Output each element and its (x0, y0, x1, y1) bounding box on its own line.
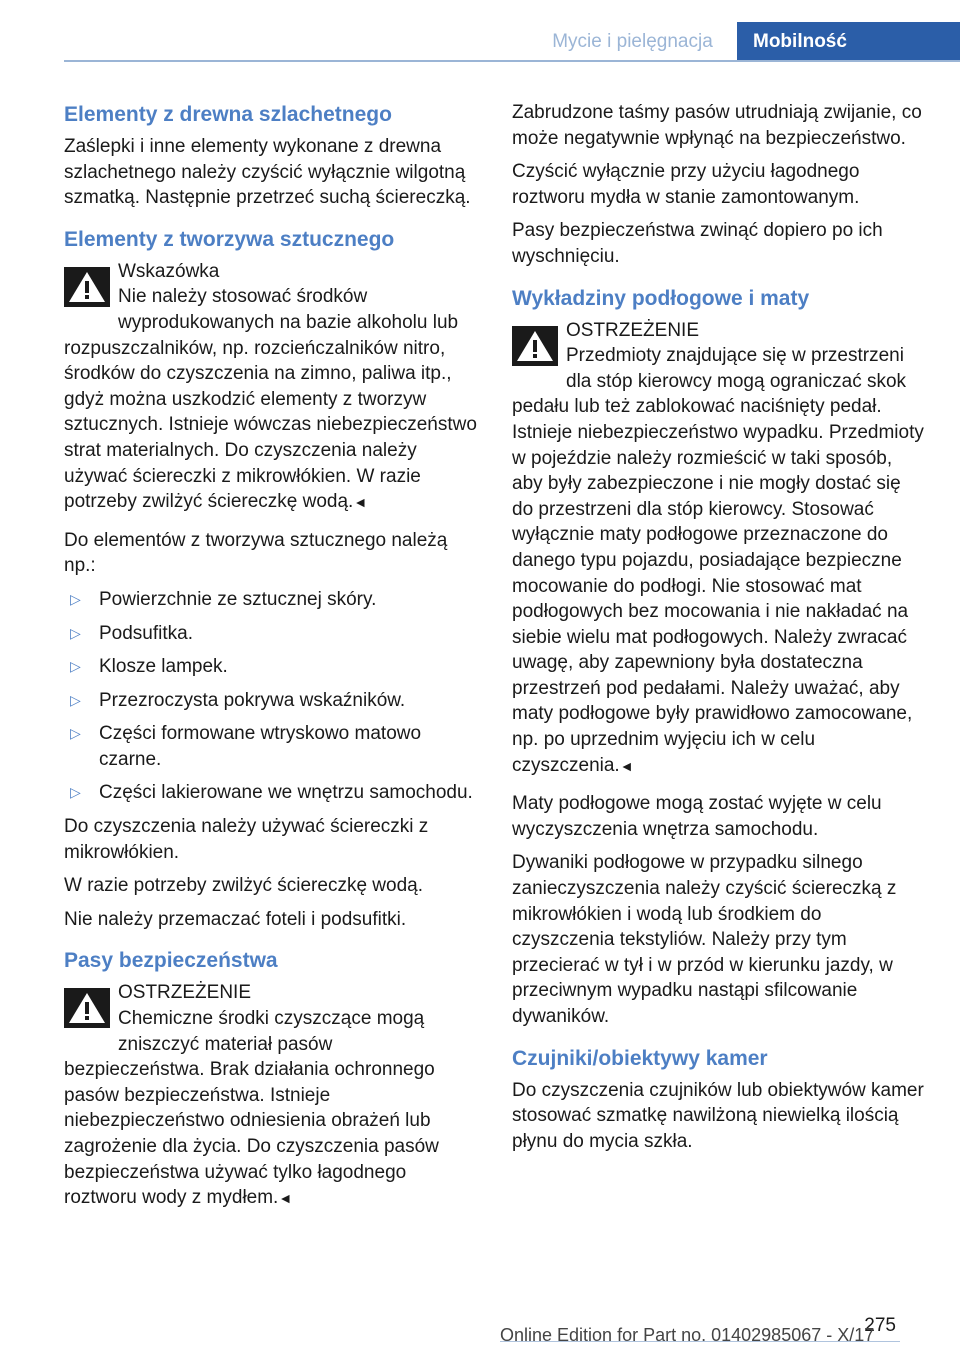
warning-triangle-icon (64, 267, 110, 307)
paragraph-sensors: Do czyszczenia czujników lub obiektywów kamer stosować szmatkę nawilżoną niewielką ilością płynu do mycia szkła. (512, 1079, 924, 1152)
list-item: ▷ Klosze lampek. (64, 654, 478, 680)
page-number: 275 (864, 1315, 896, 1336)
bullet-triangle-icon: ▷ (70, 590, 81, 607)
heading-wood: Elementy z drewna szlachetnego (64, 103, 392, 126)
warning-title: OSTRZEŻENIE (566, 319, 700, 341)
list-item: ▷ Części formowane wtryskowo matowo czarne. (70, 723, 422, 770)
note-body: Nie należy stosować środków wyprodukowanych na bazie alkoholu lub rozpuszczalników, np. rozcieńczalników nitro, środków do czyszczenia na zimno, paliwa itp., gdyż można uszkodzić elementy z tworzyw sztucznych. Istnieje wówczas niebezpieczeństwo strat materialnych. Do czyszczenia należy używać ściereczki z mikrowłókien. W razie potrzeby zwilżyć ściereczkę wodą. (64, 286, 477, 513)
warning-title: OSTRZEŻENIE (118, 982, 252, 1004)
warning-mats (512, 318, 926, 780)
list-item: ▷ Powierzchnie ze sztucznej skóry. (64, 587, 478, 613)
bullet-triangle-icon: ▷ (70, 624, 81, 641)
end-mark: ◄ (278, 1190, 293, 1207)
end-mark: ◄ (619, 757, 634, 774)
warning-body: Chemiczne środki czyszczące mogą zniszczyć materiał pasów bezpieczeństwa. Brak działania ochronnego pasów bezpieczeństwa. Istnieje niebezpieczeństwo odniesienia obrażeń lub zagrożenie dla życia. Do czyszczenia pasów bezpieczeństwa używać tylko łagodnego roztworu wody z mydłem. (64, 1008, 439, 1209)
paragraph-clean-belts: Czyścić wyłącznie przy użyciu łagodnego roztworu mydła w stanie zamontowanym. (512, 161, 860, 208)
heading-sensors: Czujniki/obiektywy kamer (512, 1046, 768, 1070)
left-column (64, 100, 478, 1224)
plastic-items-list (64, 587, 478, 806)
page-header (0, 22, 960, 62)
list-item: ▷ Przezroczysta pokrywa wskaźników. (64, 688, 478, 714)
paragraph-remove-mats: Maty podłogowe mogą zostać wyjęte w celu wyczyszczenia wnętrza samochodu. (512, 793, 882, 840)
warning-triangle-icon (512, 326, 558, 366)
header-rule (64, 60, 960, 62)
warning-belts (64, 980, 478, 1211)
bullet-triangle-icon: ▷ (70, 784, 81, 801)
paragraph-wood: Zaślepki i inne elementy wykonane z drewna szlachetnego należy czyścić wyłącznie wilgotną szmatką. Następnie przetrzeć suchą ściereczką. (64, 136, 471, 209)
page-footer (500, 1315, 900, 1355)
warning-body: Przedmioty znajdujące się w przestrzeni dla stóp kierowcy mogą ograniczać skok pedału lub też zablokować naciśnięty pedał. Istnieje niebezpieczeństwo wypadku. Przedmioty w pojeździe należy rozmieścić w taki sposób, aby były zabezpieczone i nie mogły dostać się do przestrzeni dla stóp kierowcy. Stosować wyłącznie maty podłogowe przeznaczone do danego typu pojazdu, posiadające bezpieczne mocowanie do podłogi. Nie stosować mat podłogowych bez mocowania i nie nakładać na siebie wielu mat podłogowych. Należy zwracać uwagę, aby zapewniony była dostateczna przestrzeń pod pedałami. Należy uważać, aby maty podłogowe były prawidłowo zamocowane, np. po uprzednim wyjęciu ich w celu czyszczenia. (512, 345, 924, 776)
bullet-triangle-icon: ▷ (70, 725, 81, 742)
paragraph-water: W razie potrzeby zwilżyć ściereczkę wodą. (64, 875, 423, 897)
list-item: ▷ Podsufitka. (64, 621, 478, 647)
bullet-triangle-icon: ▷ (70, 691, 81, 708)
edition-line: Online Edition for Part no. 01402985067 - X/17 (500, 1325, 875, 1345)
end-mark: ◄ (353, 494, 368, 511)
right-column (512, 100, 926, 1162)
header-section-title: Mycie i pielęgnacja (552, 31, 713, 52)
paragraph-rugs: Dywaniki podłogowe w przypadku silnego zanieczyszczenia należy czyścić ściereczką z mikrowłókien i wodą lub środkiem do czyszczenia tekstyliów. Należy przy tym przecierać w tył i w przód w kierunku jazdy, w przeciwnym wypadku nastąpi sfilcowanie dywaników. (512, 852, 897, 1027)
paragraph-soak: Nie należy przemaczać foteli i podsufitki. (64, 908, 407, 930)
paragraph-plastic-intro: Do elementów z tworzywa sztucznego należą np.: (64, 529, 448, 577)
paragraph-dirty-belts: Zabrudzone taśmy pasów utrudniają zwijanie, co może negatywnie wpłynąć na bezpieczeństwo. (512, 102, 922, 149)
heading-belts: Pasy bezpieczeństwa (64, 949, 278, 973)
warning-triangle-icon (64, 988, 110, 1028)
paragraph-microfiber: Do czyszczenia należy używać ściereczki z mikrowłókien. (64, 816, 429, 863)
heading-plastic: Elementy z tworzywa sztucznego (64, 227, 395, 251)
heading-mats: Wykładziny podłogowe i maty (512, 286, 810, 310)
note-title: Wskazówka (118, 260, 220, 282)
bullet-triangle-icon: ▷ (70, 658, 81, 675)
paragraph-dry-belts: Pasy bezpieczeństwa zwinąć dopiero po ich wyschnięciu. (512, 220, 883, 267)
header-chapter-tab: Mobilność (737, 22, 960, 62)
list-item: ▷ Części lakierowane we wnętrzu samochodu. (64, 780, 478, 806)
note-plastic (64, 259, 478, 516)
